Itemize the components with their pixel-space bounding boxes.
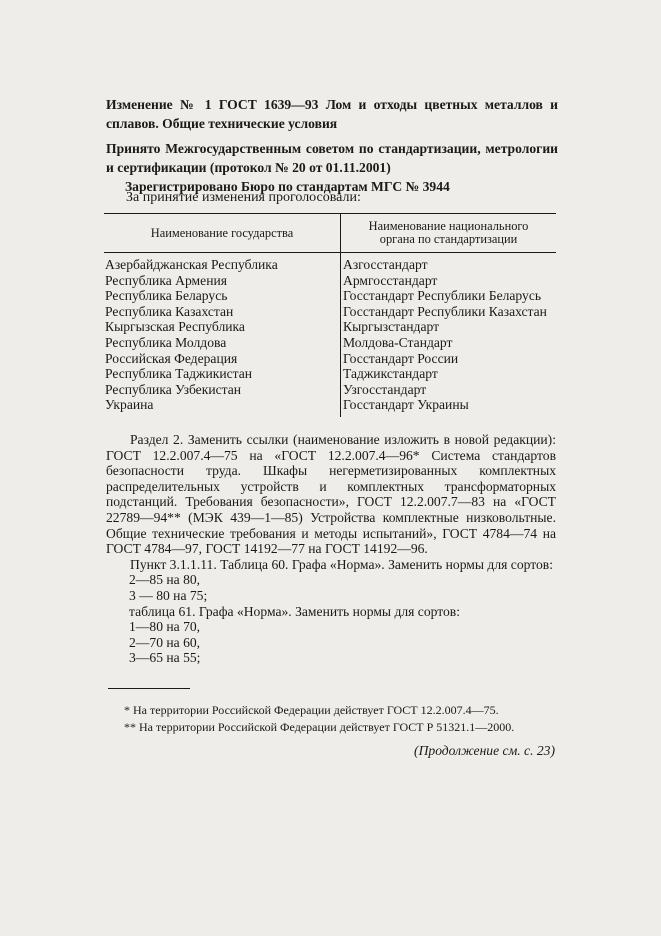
body-cell: Госстандарт Республики Беларусь: [341, 288, 557, 304]
table-61-intro: таблица 61. Графа «Норма». Заменить нормы для сортов:: [129, 603, 461, 619]
table-row: [104, 351, 556, 367]
norm-item: 3—65 на 55;: [129, 650, 201, 666]
norm-item: 1—80 на 70,: [129, 619, 201, 635]
table-row: [104, 304, 556, 320]
body-cell: Армгосстандарт: [341, 273, 557, 289]
point-paragraph: Пункт 3.1.1.11. Таблица 60. Графа «Норма». Заменить нормы для сортов:: [130, 556, 553, 572]
body-cell: Кыргызстандарт: [341, 319, 557, 335]
state-cell: Республика Армения: [105, 272, 227, 288]
footnote-1: * На территории Российской Федерации действует ГОСТ 12.2.007.4—75.: [124, 703, 499, 717]
table-row: [104, 366, 556, 382]
body-cell: Таджикстандарт: [341, 366, 557, 382]
column-header-body-line1: Наименование национального: [368, 219, 529, 233]
table-header-row: [104, 214, 556, 253]
registered-statement: Зарегистрировано Бюро по стандартам МГС № 3944: [125, 179, 450, 194]
body-cell: Госстандарт Республики Казахстан: [341, 304, 557, 320]
voted-intro: За принятие изменения проголосовали:: [126, 190, 361, 205]
body-cell: Госстандарт России: [341, 351, 557, 367]
states-table: [104, 213, 556, 417]
continued-note: (Продолжение см. с. 23): [414, 743, 555, 758]
state-cell: Азербайджанская Республика: [105, 257, 278, 272]
table-row: [104, 319, 556, 335]
body-cell: Узгосстандарт: [341, 382, 557, 398]
adopted-statement: Принято Межгосударственным советом по стандартизации, метрологии и сертификации (протокол № 20 от 01.11.2001): [106, 141, 558, 175]
column-header-body-line2: органа по стандартизации: [379, 232, 518, 246]
state-cell: Республика Казахстан: [105, 303, 234, 319]
column-header-state: Наименование государства: [104, 214, 341, 253]
body-cell: Госстандарт Украины: [341, 397, 557, 417]
state-cell: Республика Молдова: [105, 334, 227, 350]
section-2-paragraph: Раздел 2. Заменить ссылки (наименование изложить в новой редакции): ГОСТ 12.2.007.4—75 на «ГОСТ 12.2.007.4—96* Система стандартов безопасности труда. Шкафы негерметизированных комплектных распределительных устройств и комплектных трансформаторных подстанций. Требования безопасности», ГОСТ 12.2.007.7—83 на «ГОСТ 22789—94** (МЭК 439—1—85) Устройства комплектные низковольтные. Общие технические требования и методы испытаний», ГОСТ 4784—74 на ГОСТ 4784—97, ГОСТ 14192—77 на ГОСТ 14192—96.: [106, 432, 556, 557]
column-header-body: [341, 214, 557, 253]
table-row: [104, 397, 556, 417]
table-row: [104, 273, 556, 289]
state-cell: Республика Таджикистан: [105, 366, 253, 382]
state-cell: Украина: [105, 397, 154, 413]
body-cell: Азгосстандарт: [341, 253, 557, 273]
norm-item: 2—85 на 80,: [129, 572, 201, 588]
table-row: [104, 253, 556, 273]
state-cell: Российская Федерация: [105, 350, 238, 366]
table-row: [104, 288, 556, 304]
state-cell: Республика Беларусь: [105, 288, 228, 304]
footnote-divider: [108, 688, 190, 689]
footnotes: [124, 702, 564, 736]
header-block: [106, 95, 558, 196]
norm-item: 3 — 80 на 75;: [129, 587, 208, 603]
norm-item: 2—70 на 60,: [129, 634, 201, 650]
footnote-2: ** На территории Российской Федерации действует ГОСТ Р 51321.1—2000.: [124, 720, 515, 734]
body-cell: Молдова-Стандарт: [341, 335, 557, 351]
amendment-title: Изменение № 1 ГОСТ 1639—93 Лом и отходы цветных металлов и сплавов. Общие технические условия: [106, 97, 558, 131]
state-cell: Республика Узбекистан: [105, 381, 242, 397]
amendment-body: [106, 432, 556, 666]
state-cell: Кыргызская Республика: [105, 319, 245, 335]
table-row: [104, 382, 556, 398]
table-row: [104, 335, 556, 351]
